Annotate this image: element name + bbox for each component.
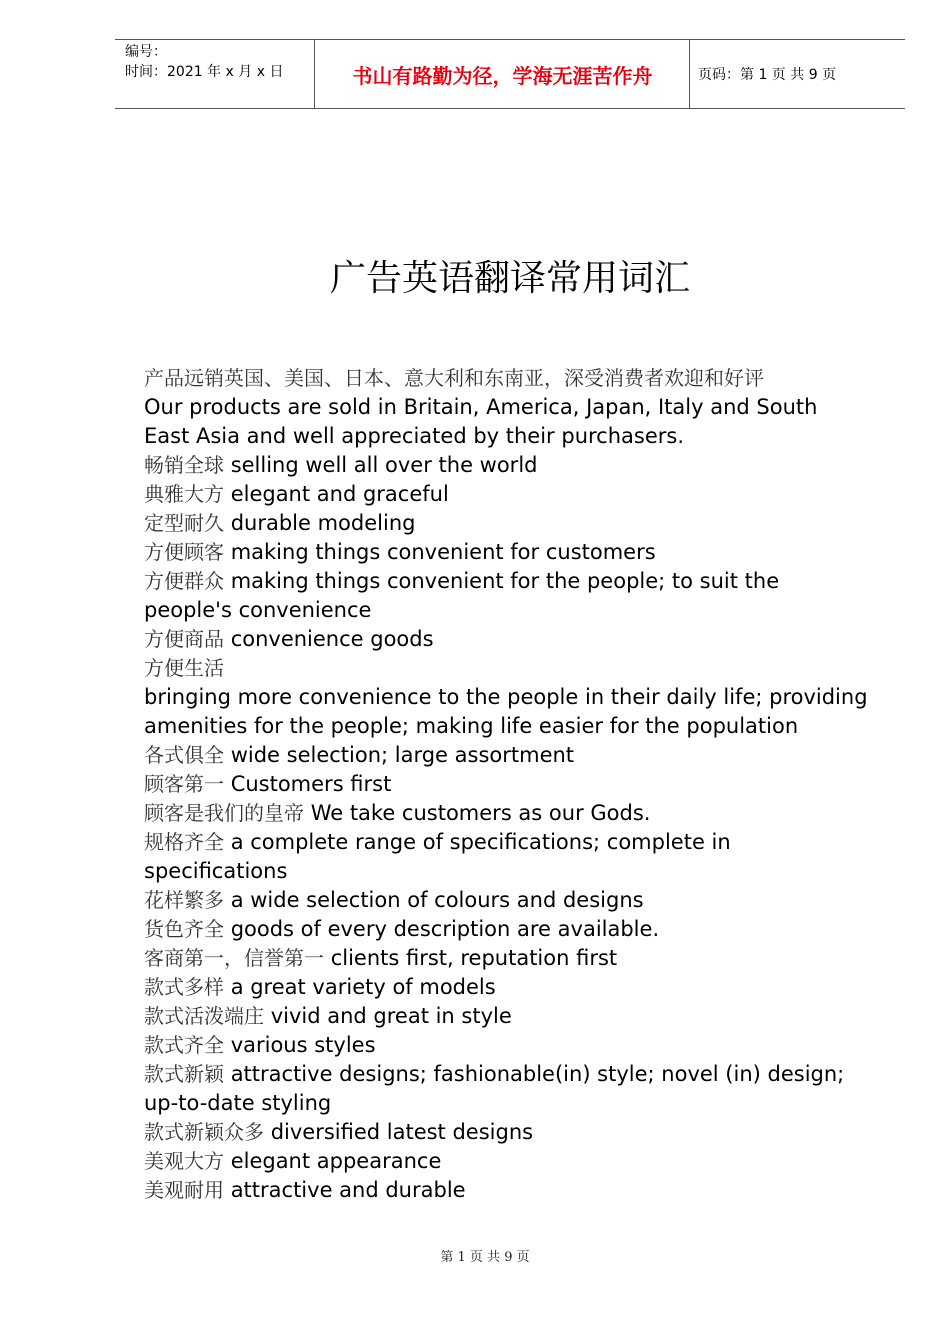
code-label: 编号：: [125, 44, 167, 60]
header-meta: [115, 40, 315, 108]
vocabulary-entry: [144, 828, 869, 886]
entry-chinese: 方便商品: [144, 627, 224, 651]
entry-chinese: 方便生活: [144, 656, 224, 680]
entry-chinese: 美观耐用: [144, 1178, 224, 1202]
entry-chinese: 典雅大方: [144, 482, 224, 506]
document-title: 广告英语翻译常用词汇: [329, 258, 690, 299]
vocabulary-list: [144, 364, 869, 1205]
vocabulary-entry: [144, 886, 869, 915]
entry-chinese: 规格齐全: [144, 830, 224, 854]
entry-english: elegant appearance: [230, 1149, 442, 1173]
vocabulary-entry: [144, 509, 869, 538]
entry-english: vivid and great in style: [270, 1004, 512, 1028]
entry-english: bringing more convenience to the people in their daily life; providing amenities for the people; making life easier for the population: [144, 685, 868, 738]
page-header: [115, 39, 905, 109]
entry-chinese: 款式多样: [144, 975, 224, 999]
page-footer: 第 1 页 共 9 页: [440, 1250, 530, 1265]
entry-chinese: 货色齐全: [144, 917, 224, 941]
vocabulary-entry: [144, 1031, 869, 1060]
entry-english: a wide selection of colours and designs: [230, 888, 644, 912]
vocabulary-entry: [144, 944, 869, 973]
entry-english: a complete range of specifications; complete in specifications: [144, 830, 731, 883]
entry-chinese: 花样繁多: [144, 888, 224, 912]
entry-chinese: 方便群众: [144, 569, 224, 593]
vocabulary-entry: [144, 567, 869, 625]
entry-chinese: 各式俱全: [144, 743, 224, 767]
entry-english: a great variety of models: [230, 975, 496, 999]
entry-chinese: 畅销全球: [144, 453, 224, 477]
vocabulary-entry: [144, 973, 869, 1002]
entry-chinese: 款式新颖: [144, 1062, 224, 1086]
entry-english: elegant and graceful: [230, 482, 449, 506]
vocabulary-entry: [144, 538, 869, 567]
entry-english: Customers first: [230, 772, 392, 796]
entry-english: wide selection; large assortment: [230, 743, 575, 767]
header-motto: 书山有路勤为径，学海无涯苦作舟: [316, 40, 690, 108]
entry-chinese: 方便顾客: [144, 540, 224, 564]
header-page-number: 页码：第 1 页 共 9 页: [698, 67, 837, 83]
entry-english: attractive designs; fashionable(in) style; novel (in) design; up-to-date styling: [144, 1062, 845, 1115]
entry-chinese: 产品远销英国、美国、日本、意大利和东南亚，深受消费者欢迎和好评: [144, 366, 764, 390]
entry-english: clients first, reputation first: [330, 946, 618, 970]
entry-english: making things convenient for the people; to suit the people's convenience: [144, 569, 780, 622]
vocabulary-entry: [144, 451, 869, 480]
entry-chinese: 款式齐全: [144, 1033, 224, 1057]
entry-english: selling well all over the world: [230, 453, 538, 477]
entry-english: durable modeling: [230, 511, 416, 535]
vocabulary-entry: [144, 915, 869, 944]
vocabulary-entry: [144, 364, 869, 451]
vocabulary-entry: [144, 1147, 869, 1176]
vocabulary-entry: [144, 1060, 869, 1118]
vocabulary-entry: [144, 770, 869, 799]
entry-chinese: 顾客是我们的皇帝: [144, 801, 304, 825]
entry-english: Our products are sold in Britain, America, Japan, Italy and South East Asia and well appreciated by their purchasers.: [144, 395, 818, 448]
entry-chinese: 款式新颖众多: [144, 1120, 264, 1144]
vocabulary-entry: [144, 1002, 869, 1031]
entry-english: We take customers as our Gods.: [310, 801, 651, 825]
entry-chinese: 定型耐久: [144, 511, 224, 535]
entry-chinese: 客商第一，信誉第一: [144, 946, 324, 970]
entry-chinese: 美观大方: [144, 1149, 224, 1173]
vocabulary-entry: [144, 480, 869, 509]
entry-english: diversified latest designs: [270, 1120, 534, 1144]
entry-english: convenience goods: [230, 627, 434, 651]
entry-english: various styles: [230, 1033, 376, 1057]
entry-chinese: 款式活泼端庄: [144, 1004, 264, 1028]
vocabulary-entry: [144, 654, 869, 741]
entry-chinese: 顾客第一: [144, 772, 224, 796]
vocabulary-entry: [144, 799, 869, 828]
vocabulary-entry: [144, 625, 869, 654]
vocabulary-entry: [144, 741, 869, 770]
entry-english: making things convenient for customers: [230, 540, 656, 564]
entry-english: goods of every description are available.: [230, 917, 660, 941]
vocabulary-entry: [144, 1176, 869, 1205]
vocabulary-entry: [144, 1118, 869, 1147]
time-label: 时间：2021 年 x 月 x 日: [125, 64, 284, 80]
entry-english: attractive and durable: [230, 1178, 466, 1202]
